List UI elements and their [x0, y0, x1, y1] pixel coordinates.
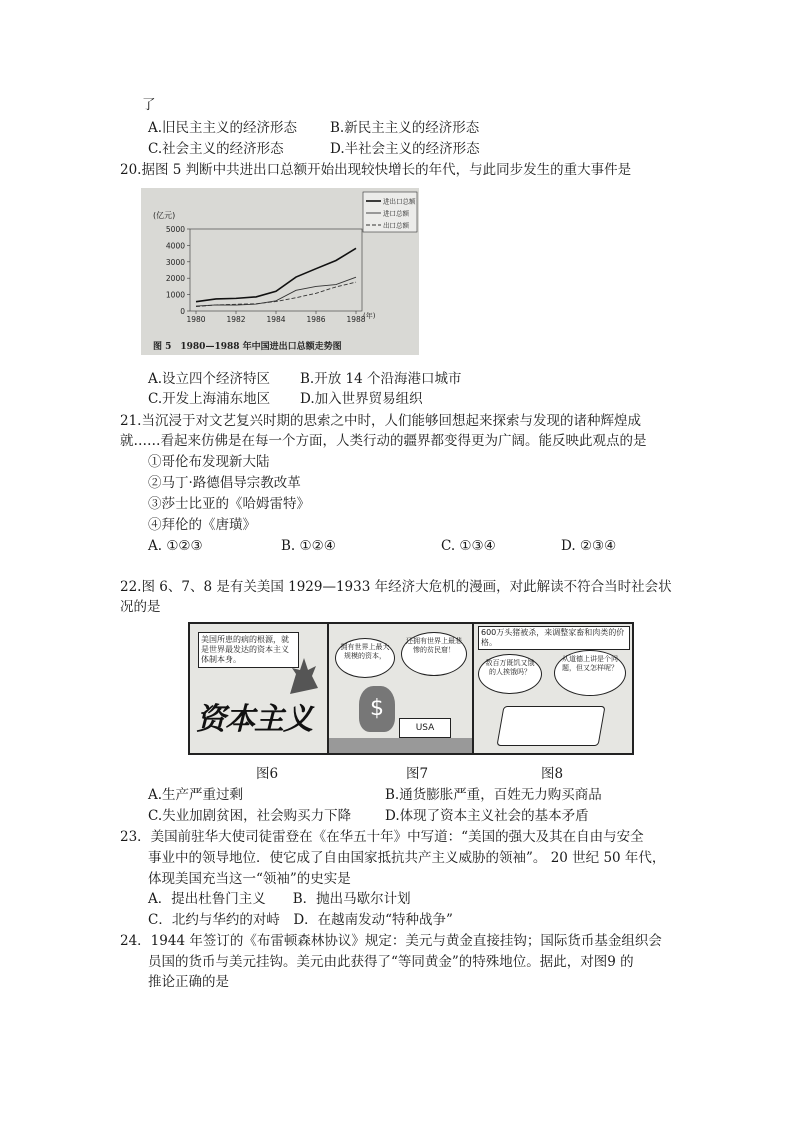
q20-option-a: A.设立四个经济特区 [148, 371, 271, 387]
water-shape [329, 738, 474, 753]
explosion-icon [286, 654, 320, 698]
q23-stem-line1: 23．美国前驻华大使司徒雷登在《在华五十年》中写道：“美国的强大及其在自由与安全 [120, 829, 644, 845]
legend-label-1: 进出口总额 [383, 197, 416, 206]
q24-stem-line3: 推论正确的是 [148, 974, 229, 990]
q23-stem-line3: 体现美国充当这一“领袖”的史实是 [148, 871, 351, 887]
y-tick-label: 2000 [165, 274, 185, 284]
q19-option-c: C.社会主义的经济形态 [148, 141, 284, 157]
figure-5-chart [141, 188, 419, 355]
q23-options-cd: C．北约与华约的对峙 D．在越南发动“特种战争” [148, 912, 453, 928]
y-axis-label: (亿元) [153, 211, 176, 220]
panel8-bubble-right: 从道德上讲是个问题，但又怎样呢？ [554, 650, 626, 696]
fig8-label: 图8 [541, 766, 564, 782]
fig6-label: 图6 [256, 766, 279, 782]
q21-option-b: B. ①②④ [281, 538, 336, 554]
cartoon-panel-7 [329, 624, 474, 753]
q20-option-c: C.开发上海浦东地区 [148, 391, 271, 407]
q23-options-ab: A．提出杜鲁门主义 B．抛出马歇尔计划 [148, 891, 411, 907]
panel6-caption: 美国所患的病的根源，就是世界最发达的资本主义体制本身。 [198, 632, 299, 668]
q24-stem-line1: 24．1944 年签订的《布雷顿森林协议》规定：美元与黄金直接挂钩；国际货币基金组织会 [120, 933, 662, 949]
q22-option-b: B.通货膨胀严重，百姓无力购买商品 [385, 787, 602, 803]
cartoon-panel-6 [190, 624, 329, 753]
q22-option-a: A.生产严重过剩 [148, 787, 244, 803]
legend-label-2: 进口总额 [383, 209, 409, 218]
x-tick-label: 1980 [186, 315, 206, 324]
chart-svg [141, 188, 419, 355]
q21-option-d: D. ②③④ [561, 538, 617, 554]
chart-caption: 图 5 1980—1988 年中国进出口总额走势图 [153, 342, 342, 352]
q21-option-a: A. ①②③ [148, 538, 203, 554]
q19-continuation: 了 [142, 97, 156, 113]
panel8-bubble-left: 数百万既饥又饿的人挨饿吗？ [478, 654, 542, 694]
q21-item-4: ④拜伦的《唐璜》 [148, 517, 256, 533]
q21-item-2: ②马丁·路德倡导宗教改革 [148, 475, 301, 491]
series-line-1 [196, 248, 356, 301]
q22-stem-line1: 22.图 6、7、8 是有关美国 1929—1933 年经济大危机的漫画，对此解读不符合当时社会状 [120, 579, 672, 595]
newspaper-shape [496, 706, 605, 746]
panel7-bubble-left: 拥有世界上最大规模的资本， [335, 638, 395, 678]
x-tick-label: 1982 [226, 315, 246, 324]
money-bag-icon: $ [359, 686, 395, 732]
capitalism-big-text: 资本主义 [196, 702, 312, 737]
y-tick-label: 1000 [165, 290, 185, 300]
usa-boat-label: USA [399, 718, 451, 738]
panel7-bubble-right: 还拥有世界上最悲惨的贫民窟！ [401, 632, 467, 676]
y-tick-label: 3000 [165, 257, 185, 267]
q21-stem-line2: 就……看起来仿佛是在每一个方面，人类行动的疆界都变得更为广阔。能反映此观点的是 [120, 433, 647, 449]
panel8-caption: 600万头猪被杀，来调整家畜和肉类的价格。 [478, 626, 630, 650]
y-tick-label: 5000 [165, 225, 185, 234]
q21-stem-line1: 21.当沉浸于对文艺复兴时期的思索之中时，人们能够回想起来探索与发现的诸种辉煌成 [120, 413, 641, 429]
cartoon-strip [188, 622, 634, 755]
legend-label-3: 出口总额 [383, 221, 409, 230]
q20-option-d: D.加入世界贸易组织 [300, 391, 423, 407]
q24-stem-line2: 员国的货币与美元挂钩。美元由此获得了“等同黄金”的特殊地位。据此，对图9 的 [148, 954, 634, 970]
x-tick-label: 1988 [346, 315, 366, 324]
y-tick-label: 0 [180, 307, 185, 316]
x-axis-unit-label: (年) [363, 312, 376, 320]
q23-stem-line2: 事业中的领导地位．使它成了自由国家抵抗共产主义威胁的领袖”。 20 世纪 50 年代， [148, 850, 666, 866]
q22-option-c: C.失业加剧贫困，社会购买力下降 [148, 808, 352, 824]
q21-item-3: ③莎士比亚的《哈姆雷特》 [148, 496, 310, 512]
q19-option-b: B.新民主主义的经济形态 [330, 120, 480, 136]
cartoon-panel-8 [474, 624, 632, 753]
series-line-3 [196, 282, 356, 306]
q19-option-d: D.半社会主义的经济形态 [330, 141, 480, 157]
x-tick-label: 1986 [306, 315, 326, 324]
q21-item-1: ①哥伦布发现新大陆 [148, 454, 270, 470]
q20-option-b: B.开放 14 个沿海港口城市 [300, 371, 462, 387]
q21-option-c: C. ①③④ [441, 538, 496, 554]
q19-option-a: A.旧民主主义的经济形态 [148, 120, 298, 136]
q22-option-d: D.体现了资本主义社会的基本矛盾 [385, 808, 589, 824]
fig7-label: 图7 [406, 766, 429, 782]
x-tick-label: 1984 [266, 315, 286, 324]
q20-stem: 20.据图 5 判断中共进出口总额开始出现较快增长的年代，与此同步发生的重大事件是 [120, 162, 632, 178]
q22-stem-line2: 况的是 [120, 599, 161, 615]
y-tick-label: 4000 [165, 241, 185, 251]
